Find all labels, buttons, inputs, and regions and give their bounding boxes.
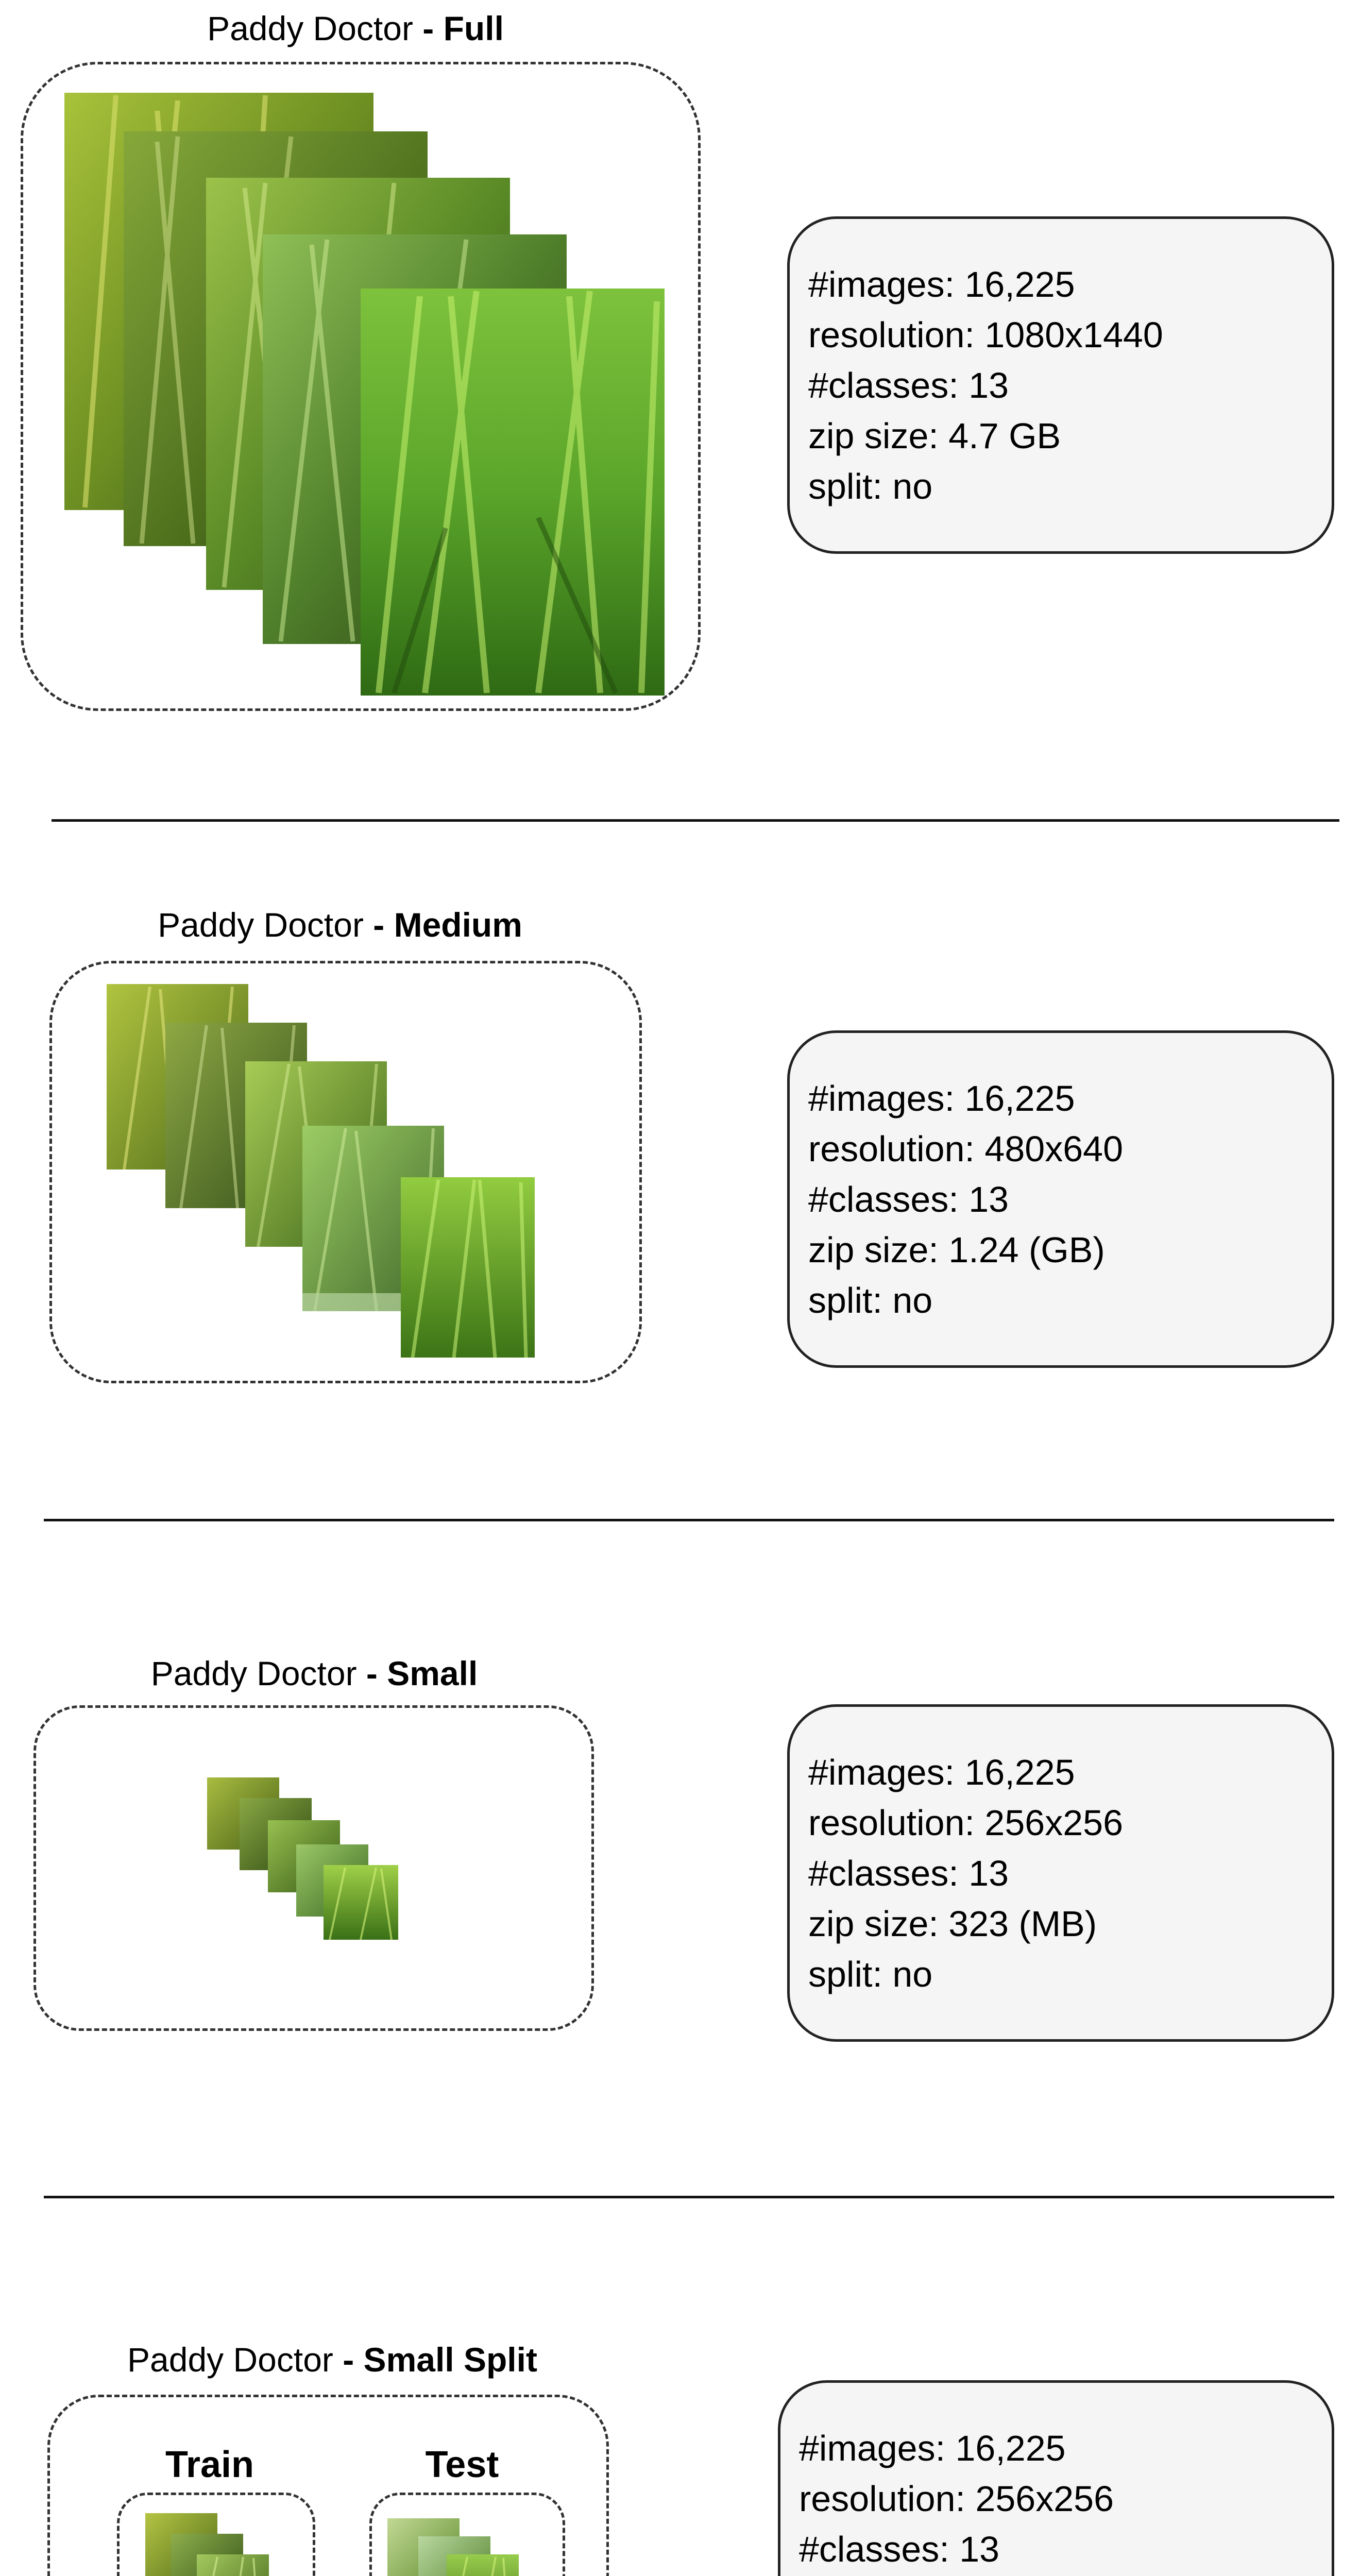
section-divider-1 bbox=[52, 819, 1339, 822]
train-label: Train bbox=[165, 2444, 254, 2485]
info-images: #images: 16,225 bbox=[808, 1752, 1075, 1792]
panel-small-split-image-group bbox=[47, 2395, 609, 2576]
photo-full-5 bbox=[361, 289, 665, 696]
panel-full-title: Paddy Doctor - Full bbox=[207, 9, 504, 47]
panel-medium-image-stack bbox=[52, 963, 644, 1386]
panel-full-info-box bbox=[787, 216, 1334, 554]
train-image-stack bbox=[120, 2495, 318, 2576]
train-subset-group bbox=[117, 2493, 315, 2576]
info-resolution: resolution: 1080x1440 bbox=[808, 315, 1163, 355]
panel-small-split-info-box bbox=[778, 2380, 1334, 2576]
panel-small-info-box bbox=[787, 1704, 1334, 2042]
panel-small-image-group bbox=[33, 1705, 594, 2031]
info-split: split: no bbox=[808, 1954, 933, 1994]
info-resolution: resolution: 256x256 bbox=[808, 1803, 1123, 1843]
panel-small-image-stack bbox=[36, 1708, 597, 2033]
info-images: #images: 16,225 bbox=[808, 1078, 1075, 1118]
info-zip-size: zip size: 323 (MB) bbox=[808, 1904, 1097, 1944]
info-images: #images: 16,225 bbox=[799, 2428, 1066, 2468]
info-resolution: resolution: 256x256 bbox=[799, 2479, 1114, 2519]
panel-small-split-title: Paddy Doctor - Small Split bbox=[127, 2341, 537, 2379]
section-divider-3 bbox=[44, 2196, 1334, 2198]
test-subset-group bbox=[369, 2493, 565, 2576]
photo-train-3 bbox=[197, 2554, 269, 2576]
panel-small-title: Paddy Doctor - Small bbox=[150, 1654, 478, 1692]
info-images: #images: 16,225 bbox=[808, 264, 1075, 304]
panel-medium-image-group bbox=[49, 961, 642, 1383]
info-classes: #classes: 13 bbox=[808, 1179, 1009, 1219]
panel-full-image-group bbox=[21, 62, 701, 711]
info-resolution: resolution: 480x640 bbox=[808, 1129, 1123, 1169]
info-split: split: no bbox=[808, 1280, 933, 1320]
section-divider-2 bbox=[44, 1519, 1334, 1521]
info-classes: #classes: 13 bbox=[808, 1853, 1009, 1893]
info-zip-size: zip size: 1.24 (GB) bbox=[808, 1230, 1105, 1270]
panel-medium-title: Paddy Doctor - Medium bbox=[158, 906, 522, 944]
panel-medium-info-box bbox=[787, 1030, 1334, 1368]
test-label: Test bbox=[425, 2444, 499, 2485]
info-zip-size: zip size: 4.7 GB bbox=[808, 416, 1061, 456]
info-classes: #classes: 13 bbox=[799, 2529, 1000, 2569]
info-classes: #classes: 13 bbox=[808, 365, 1009, 405]
photo-test-3 bbox=[447, 2554, 519, 2576]
panel-full-image-stack bbox=[23, 64, 703, 714]
photo-medium-5 bbox=[401, 1177, 535, 1358]
test-image-stack bbox=[372, 2495, 568, 2576]
info-split: split: no bbox=[808, 466, 933, 506]
